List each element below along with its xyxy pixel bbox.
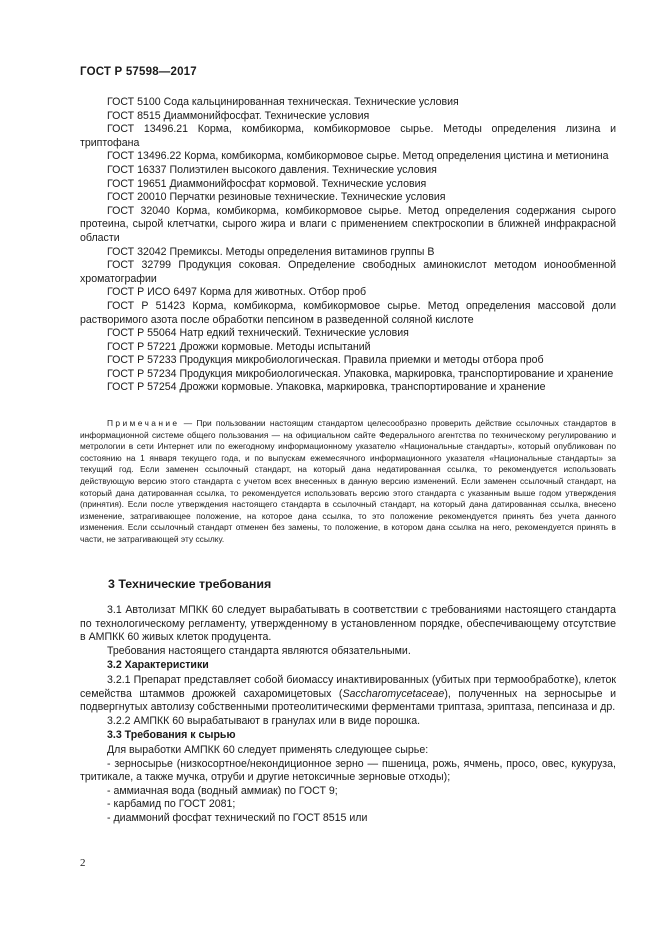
reference-item: ГОСТ Р 51423 Корма, комбикорма, комбикормовое сырье. Метод определения массовой доли растворимого азота после обработки пепсином в разведенной соляной кислоте: [80, 299, 616, 326]
reference-item: ГОСТ Р 55064 Натр едкий технический. Технические условия: [107, 327, 409, 340]
reference-item: ГОСТ 20010 Перчатки резиновые технические. Технические условия: [107, 191, 446, 204]
list-item: - зерносырье (низкосортное/некондиционное зерно — пшеница, рожь, ячмень, просо, овес, кукуруза, тритикале, а также мучка, отруби и другие нетоксичные зерновые отходы);: [80, 757, 616, 784]
reference-item: ГОСТ Р ИСО 6497 Корма для животных. Отбор проб: [107, 286, 367, 299]
paragraph: Требования настоящего стандарта являются обязательными.: [107, 644, 411, 657]
reference-item: ГОСТ 32042 Премиксы. Методы определения витаминов группы В: [107, 245, 435, 258]
paragraph: Для выработки АМПКК 60 следует применять следующее сырье:: [107, 743, 429, 756]
section-heading: 3 Технические требования: [108, 577, 272, 591]
paragraph: 3.2.2 АМПКК 60 вырабатывают в гранулах или в виде порошка.: [107, 714, 421, 727]
page-number: 2: [80, 857, 86, 869]
reference-item: ГОСТ Р 57233 Продукция микробиологическая. Правила приемки и методы отбора проб: [107, 354, 544, 367]
reference-item: ГОСТ Р 57254 Дрожжи кормовые. Упаковка, маркировка, транспортирование и хранение: [107, 381, 546, 394]
normative-references-list: [80, 96, 616, 395]
paragraph: 3.1 Автолизат МПКК 60 следует вырабатывать в соответствии с требованиями настоящего стандарта по технологическому регламенту, утвержденному в установленном порядке, обеспечивающему отсутствие в АМПКК 60 живых клеток продуцента.: [80, 604, 616, 644]
note-text: — При пользовании настоящим стандартом целесообразно проверить действие ссылочных стандартов в информационной системе общего пользования — на официальном сайте Федерального агентства по техническому регулированию и метрологии в сети Интернет или по ежегодному информационному указателю «Национальные стандарты», который опубликован по состоянию на 1 января текущего года, и по выпускам ежемесячного информационного указателя «Национальные стандарты» за текущий год. Если заменен ссылочный стандарт, на который дана недатированная ссылка, то рекомендуется использовать действующую версию этого стандарта с учетом всех внесенных в данную версию изменений. Если заменен ссылочный стандарт, на который дана датированная ссылка, то рекомендуется использовать версию этого стандарта с указанным выше годом утверждения (принятия). Если после утверждения настоящего стандарта в ссылочный стандарт, на который дана датированная ссылка, внесено изменение, затрагивающее положение, на которое дана ссылка, то это положение рекомендуется принять без учета данного изменения. Если ссылочный стандарт отменен без замены, то положение, в котором дана ссылка на него, рекомендуется принять в части, не затрагивающей эту ссылку.: [80, 418, 616, 544]
list-item: - диаммоний фосфат технический по ГОСТ 8515 или: [107, 811, 368, 824]
list-item: - аммиачная вода (водный аммиак) по ГОСТ 9;: [107, 784, 338, 797]
subsection-heading: 3.3 Требования к сырью: [107, 729, 236, 742]
subsection-heading: 3.2 Характеристики: [107, 659, 209, 672]
paragraph: 3.2.1 Препарат представляет собой биомассу инактивированных (убитых при термообработке), клеток семейства штаммов дрожжей сахаромицетовых (Saccharomycetaceae), полученных на зерносырье и подвергнутых автолизу собственными протеолитическими ферментами триптаза, эриптаза, пепсиназа и др.: [80, 673, 616, 714]
reference-item: ГОСТ 8515 Диаммонийфосфат. Технические условия: [107, 109, 370, 122]
note-block: [80, 418, 616, 546]
reference-item: ГОСТ 13496.21 Корма, комбикорма, комбикормовое сырье. Методы определения лизина и триптофана: [80, 123, 616, 149]
document-header: ГОСТ Р 57598—2017: [80, 66, 197, 78]
reference-item: ГОСТ 13496.22 Корма, комбикорма, комбикормовое сырье. Метод определения цистина и метионина: [107, 150, 609, 163]
reference-item: ГОСТ 32040 Корма, комбикорма, комбикормовое сырье. Метод определения содержания сырого протеина, сырой клетчатки, сырого жира и влаги с применением спектроскопии в ближней инфракрасной области: [80, 204, 616, 244]
reference-item: ГОСТ 16337 Полиэтилен высокого давления. Технические условия: [107, 163, 437, 176]
reference-item: ГОСТ 19651 Диаммонийфосфат кормовой. Технические условия: [107, 177, 427, 190]
reference-item: ГОСТ Р 57234 Продукция микробиологическая. Упаковка, маркировка, транспортирование и хранение: [107, 367, 614, 380]
reference-item: ГОСТ Р 57221 Дрожжи кормовые. Методы испытаний: [107, 340, 371, 353]
note-label: Примечание: [107, 418, 180, 428]
section-body: [80, 604, 616, 826]
reference-item: ГОСТ 5100 Сода кальцинированная техническая. Технические условия: [107, 96, 459, 108]
list-item: - карбамид по ГОСТ 2081;: [107, 798, 236, 811]
reference-item: ГОСТ 32799 Продукция соковая. Определение свободных аминокислот методом ионообменной хроматографии: [80, 259, 616, 285]
